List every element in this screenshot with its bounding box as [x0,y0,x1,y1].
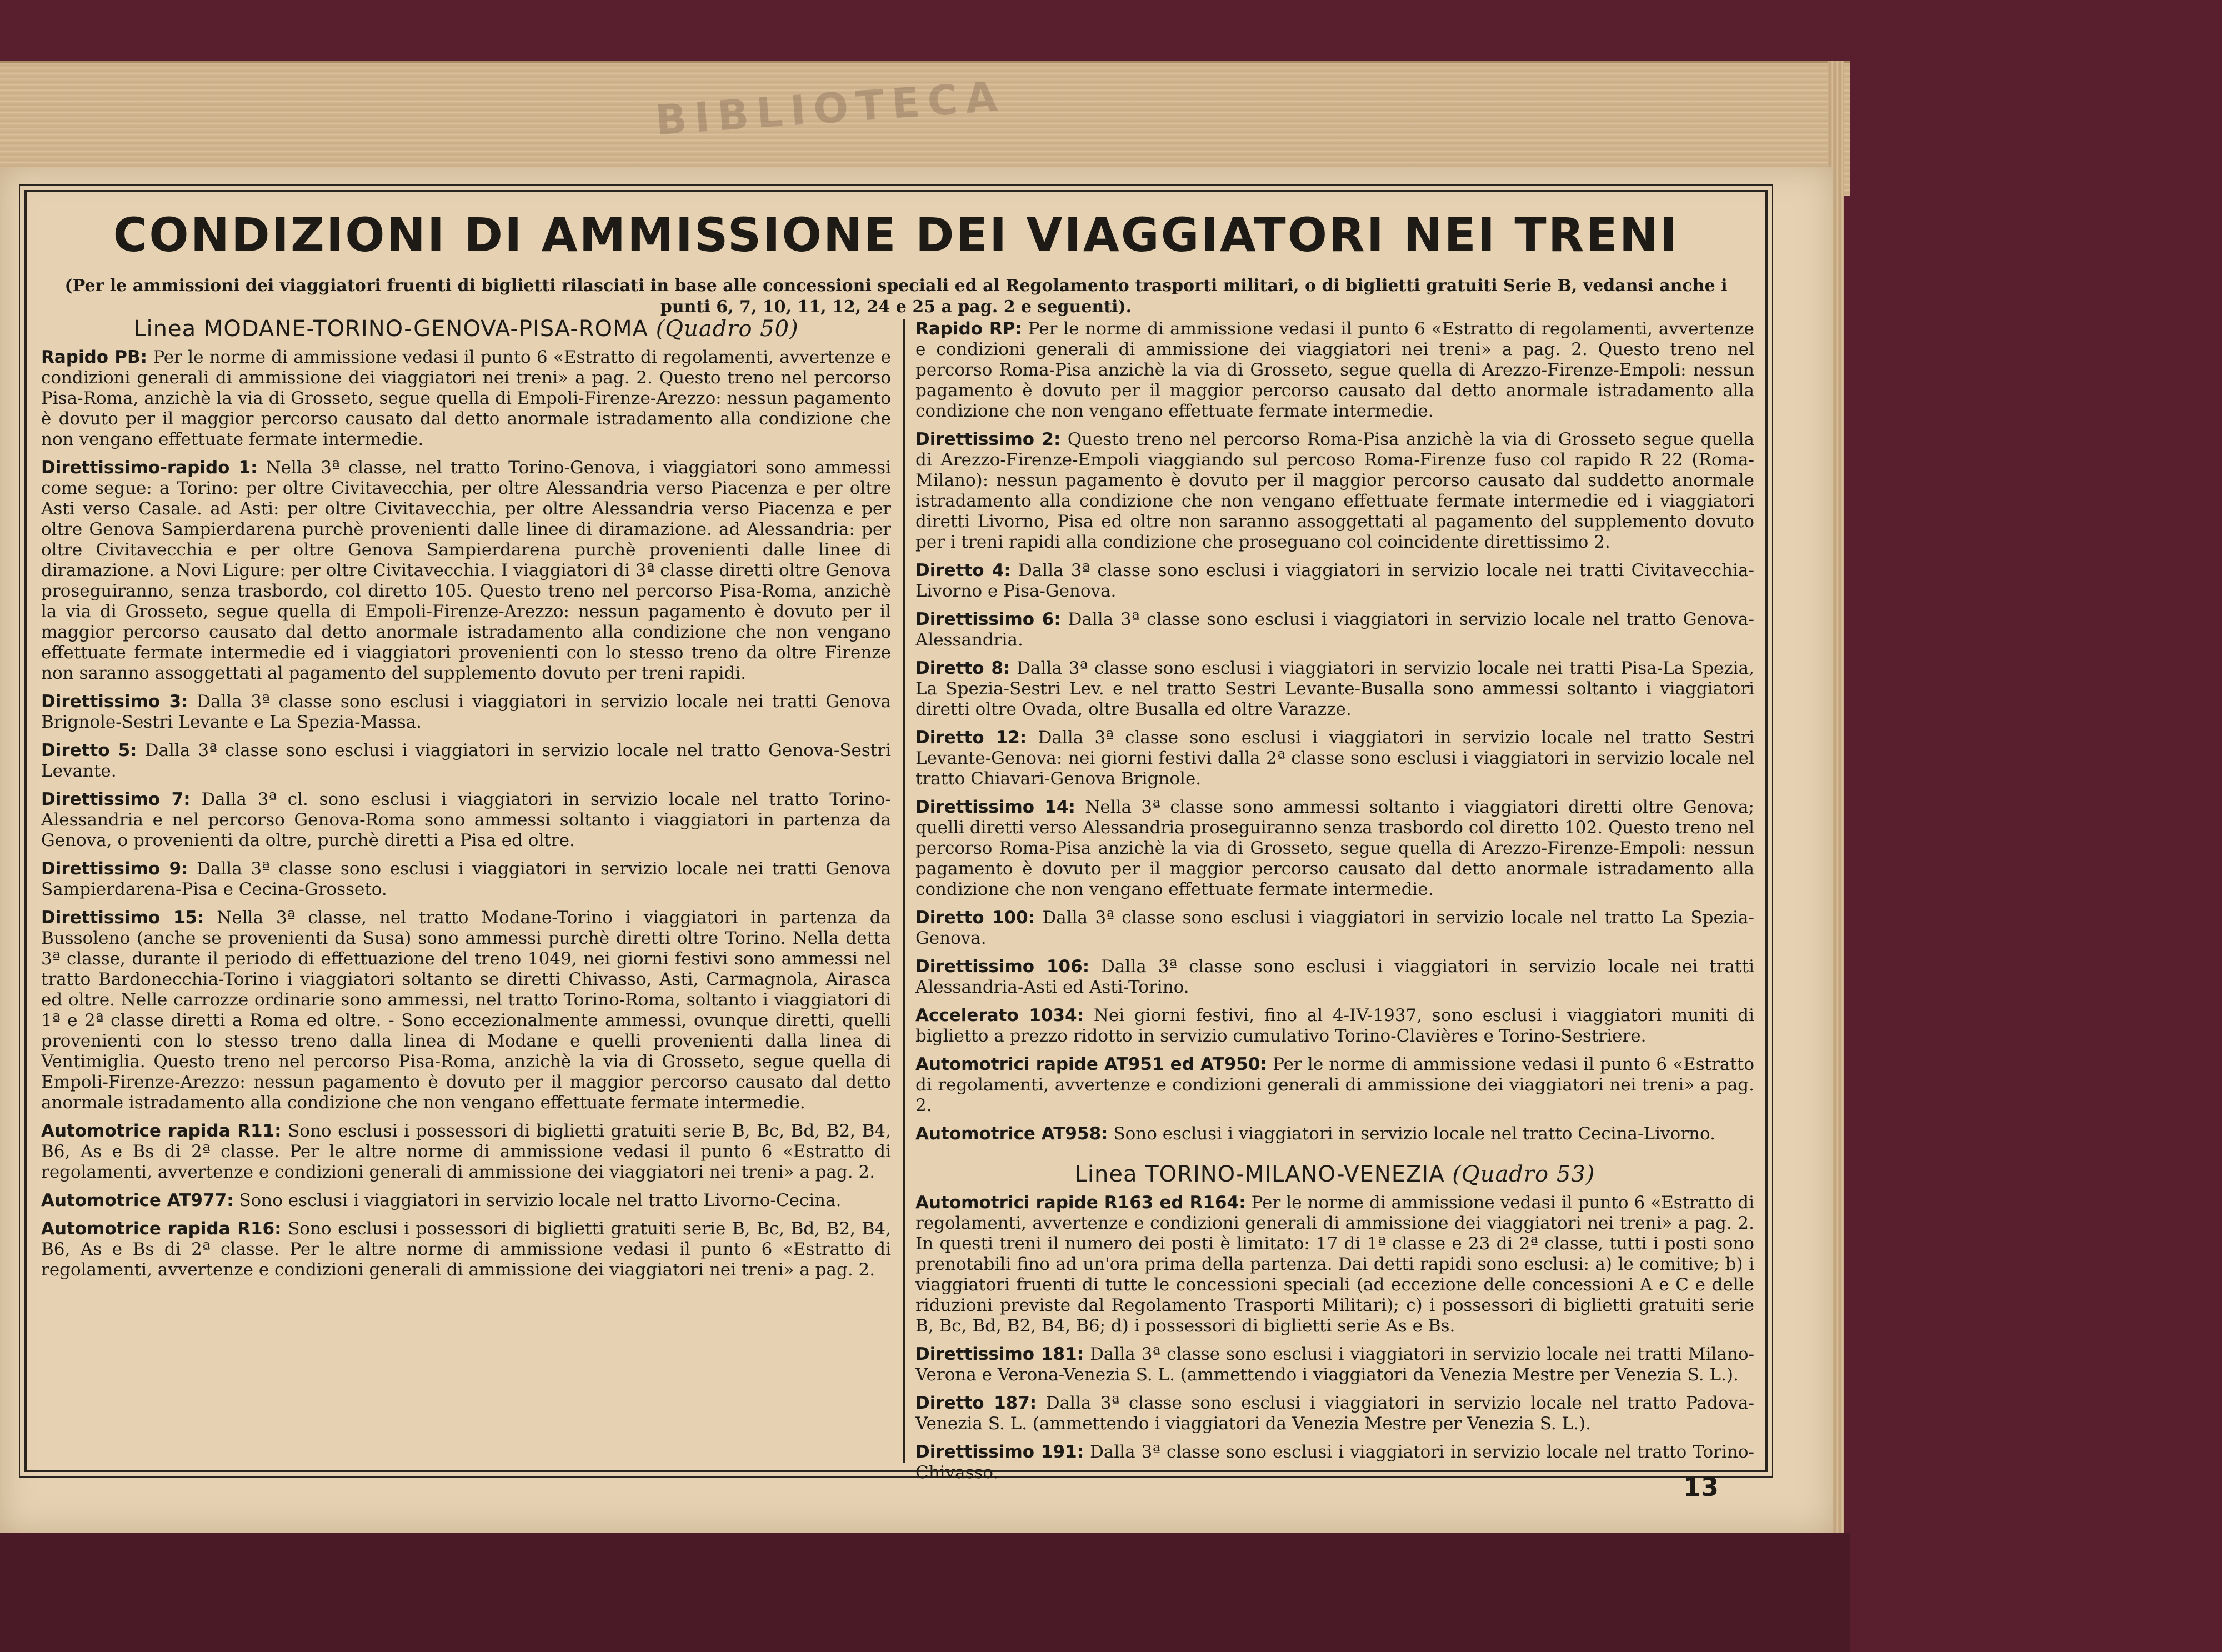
train-entry-text: Dalla 3ª classe sono esclusi i viaggiatori in servizio locale nel tratto Padova-Venezia S. L. (ammettendo i viaggiatori da Venezia Mestre per Venezia S. L.). [915,1393,1755,1434]
train-entry [41,692,891,733]
train-entry-text: Sono esclusi i viaggiatori in servizio locale nel tratto Livorno-Cecina. [239,1190,842,1210]
train-entry-head: Direttissimo 3: [41,692,188,712]
page-subtitle: (Per le ammissioni dei viaggiatori fruenti di biglietti rilasciati in base alle concessioni speciali ed al Regolamento trasporti militari, o di biglietti gratuiti Serie B, vedansi anche i punti 6, 7, 10, 11, 12, 24 e 25 a pag. 2 e seguenti). [64,276,1728,317]
train-entry-text: Dalla 3ª classe sono esclusi i viaggiatori in servizio locale nei tratti Milano-Verona e Verona-Venezia S. L. (ammettendo i viaggiatori da Venezia Mestre per Venezia S. L.). [915,1344,1755,1385]
train-entry-head: Direttissimo 14: [915,797,1075,817]
train-entry [915,658,1754,720]
train-entry [41,789,891,851]
train-entry [915,908,1754,949]
train-entry-text: Dalla 3ª classe sono esclusi i viaggiatori in servizio locale nei tratti Genova Sampierdarena-Pisa e Cecina-Grosseto. [41,859,892,899]
page-frame [24,190,1768,1483]
line-heading-label: Linea TORINO-MILANO-VENEZIA [1074,1162,1445,1187]
train-entry [915,1442,1754,1483]
line-heading-label: Linea MODANE-TORINO-GENOVA-PISA-ROMA [133,316,648,342]
train-entry [41,1121,891,1183]
train-entry-head: Direttissimo 181: [915,1344,1084,1364]
line-heading-modane-roma [41,316,891,342]
train-entry-text: Sono esclusi i viaggiatori in servizio locale nel tratto Cecina-Livorno. [1113,1124,1715,1144]
train-entry-head: Automotrici rapide AT951 ed AT950: [915,1054,1267,1074]
train-entry-text: Dalla 3ª cl. sono esclusi i viaggiatori in servizio locale nel tratto Torino-Alessandria e nel percorso Genova-Roma sono ammessi soltanto i viaggiatori in partenza da Genova, o provenienti da oltre, purchè diretti a Pisa ed oltre. [41,789,892,850]
train-entry [41,859,891,900]
train-entry [41,1190,891,1211]
train-entry-text: Sono esclusi i possessori di biglietti gratuiti serie B, Bc, Bd, B2, B4, B6, As e Bs di 2ª classe. Per le altre norme di ammissione vedasi il punto 6 «Estratto di regolamenti, avvertenze e condizioni generali di ammissione dei viaggiatori nei treni» a pag. 2. [41,1219,891,1280]
train-entry-text: Dalla 3ª classe sono esclusi i viaggiatori in servizio locale nel tratto Genova-Alessandria. [915,609,1755,650]
train-entry-text: Per le norme di ammissione vedasi il punto 6 «Estratto di regolamenti, avvertenze e condizioni generali di ammissione dei viaggiatori nei treni» a pag. 2. In questi treni il numero dei posti è limitato: 17 di 1ª classe e 23 di 2ª classe, tutti i posti sono prenotabili fino ad un'ora prima della partenza. Dai detti rapidi sono esclusi: a) le comitive; b) i viaggiatori fruenti di tutte le concessioni speciali (ad eccezione delle concessioni A e C e delle riduzioni previste dal Regolamento Trasporti Militari); c) i possessori di biglietti gratuiti serie B, Bc, Bd, B2, B4, B6; d) i possessori di biglietti serie As e Bs. [915,1193,1754,1336]
train-entry [915,1393,1754,1434]
train-entry-head: Diretto 4: [915,560,1011,580]
page-number: 13 [1683,1472,1719,1502]
train-entry [915,957,1754,998]
train-entry [915,797,1754,900]
train-entry [41,458,891,684]
column-divider [903,319,905,1463]
train-entry [41,347,891,450]
left-column [41,316,892,1288]
train-entry [915,1124,1754,1144]
train-entry [915,1005,1754,1047]
train-entry [915,319,1754,422]
train-entry-head: Diretto 8: [915,658,1010,678]
train-entry-head: Direttissimo 7: [41,789,191,809]
train-entry-text: Nei giorni festivi, fino al 4-IV-1937, sono esclusi i viaggiatori muniti di biglietto a prezzo ridotto in servizio cumulativo Torino-Clavières e Torino-Sestriere. [915,1005,1754,1046]
background-surface [0,1533,1850,1652]
train-entry [915,1344,1754,1385]
line-heading-quadro: (Quadro 50) [655,316,799,342]
train-entry [915,1193,1754,1336]
train-entry-text: Dalla 3ª classe sono esclusi i viaggiatori in servizio locale nei tratti Alessandria-Asti ed Asti-Torino. [915,957,1754,997]
line-heading-quadro: (Quadro 53) [1452,1162,1595,1187]
train-entry-head: Diretto 100: [915,908,1035,928]
train-entry-head: Diretto 5: [41,740,137,760]
train-entry-text: Dalla 3ª classe sono esclusi i viaggiatori in servizio locale nei tratti Pisa-La Spezia, La Spezia-Sestri Lev. e nel tratto Sestri Levante-Busalla sono ammessi soltanto i viaggiatori diretti oltre Ovada, oltre Busalla ed oltre Varazze. [915,658,1754,719]
right-column [915,319,1754,1491]
train-entry-text: Sono esclusi i possessori di biglietti gratuiti serie B, Bc, Bd, B2, B4, B6, As e Bs di 2ª classe. Per le altre norme di ammissione vedasi il punto 6 «Estratto di regolamenti, avvertenze e condizioni generali di ammissione dei viaggiatori nei treni» a pag. 2. [41,1121,891,1182]
train-entry-head: Automotrice rapida R11: [41,1121,282,1141]
train-entry-text: Dalla 3ª classe sono esclusi i viaggiatori in servizio locale nel tratto Sestri Levante-Genova: nei giorni festivi dalla 2ª classe sono esclusi i viaggiatori in servizio locale nel tratto Chiavari-Genova Brignole. [915,728,1754,789]
train-entry-text: Dalla 3ª classe sono esclusi i viaggiatori in servizio locale nei tratti Genova Brignole-Sestri Levante e La Spezia-Massa. [41,692,892,732]
train-entry [915,728,1754,789]
train-entry-text: Nella 3ª classe sono ammessi soltanto i viaggiatori diretti oltre Genova; quelli diretti verso Alessandria proseguiranno senza trasbordo col diretto 102. Questo treno nel percorso Roma-Pisa anzichè la via di Grosseto, segue quella di Arezzo-Firenze-Empoli: nessun pagamento è dovuto per il maggior percorso causato dal detto anormale istradamento alla condizione che non vengano effettuate fermate intermedie. [915,797,1754,899]
train-entry-head: Automotrice AT958: [915,1124,1108,1144]
timetable-page [0,167,1833,1533]
train-entry-head: Direttissimo 6: [915,609,1061,629]
train-entry-text: Per le norme di ammissione vedasi il punto 6 «Estratto di regolamenti, avvertenze e condizioni generali di ammissione dei viaggiatori nei treni» a pag. 2. Questo treno nel percorso Pisa-Roma, anzichè la via di Grosseto, segue quella di Empoli-Firenze-Arezzo: nessun pagamento è dovuto per il maggior percorso causato dal detto anormale istradamento alla condizione che non vengano effettuate fermate intermedie. [41,347,891,449]
train-entry-head: Automotrice AT977: [41,1190,234,1210]
train-entry-text: Nella 3ª classe, nel tratto Modane-Torino i viaggiatori in partenza da Bussoleno (anche se provenienti da Susa) sono ammessi purchè diretti oltre Torino. Nella detta 3ª classe, durante il periodo di effettuazione del treno 1049, nei giorni festivi sono ammessi nel tratto Bardonecchia-Torino i viaggiatori soltanto se diretti Chivasso, Asti, Carmagnola, Airasca ed oltre. Nelle carrozze ordinarie sono ammessi, nel tratto Torino-Roma, soltanto i viaggiatori di 1ª e 2ª classe diretti a Roma ed oltre. - Sono eccezionalmente ammessi, ovunque diretti, quelli provenienti con lo stesso treno dalla linea di Modane e quelli provenienti dalla linea di Ventimiglia. Questo treno nel percorso Pisa-Roma, anzichè la via di Grosseto, segue quella di Empoli-Firenze-Arezzo: nessun pagamento è dovuto per il maggior percorso causato dal detto anormale istradamento alla condizione che non vengano effettuate fermate intermedie. [41,908,891,1113]
train-entry [41,908,891,1113]
train-entry-head: Diretto 12: [915,728,1027,748]
train-entry-text: Dalla 3ª classe sono esclusi i viaggiatori in servizio locale nei tratti Civitavecchia-Livorno e Pisa-Genova. [915,560,1754,601]
train-entry-head: Direttissimo 2: [915,429,1061,449]
train-entry [41,740,891,782]
library-stamp: BIBLIOTECA [654,72,1007,145]
train-entry [915,429,1754,553]
train-entry [915,1054,1754,1116]
train-entry [915,609,1754,650]
train-entry-head: Automotrice rapida R16: [41,1219,282,1239]
train-entry-text: Dalla 3ª classe sono esclusi i viaggiatori in servizio locale nel tratto Genova-Sestri Levante. [41,740,892,781]
train-entry-head: Direttissimo 191: [915,1442,1084,1462]
train-entry-text: Per le norme di ammissione vedasi il punto 6 «Estratto di regolamenti, avvertenze e condizioni generali di ammissione dei viaggiatori nei treni» a pag. 2. [915,1054,1754,1115]
page-title: CONDIZIONI DI AMMISSIONE DEI VIAGGIATORI NEI TRENI [113,208,1679,262]
train-entry-head: Direttissimo 15: [41,908,204,928]
train-entry [41,1219,891,1280]
train-entry-head: Direttissimo 9: [41,859,188,879]
train-entry-text: Questo treno nel percorso Roma-Pisa anzichè la via di Grosseto segue quella di Arezzo-Firenze-Empoli viaggiando sul percoso Roma-Firenze fuso col rapido R 22 (Roma-Milano): nessun pagamento è dovuto per il maggior percorso causato dal suddetto anormale istradamento alla condizione che non vengano effettuate fermate intermedie ed i viaggiatori diretti Livorno, Pisa ed oltre non saranno assoggettati al pagamento del supplemento dovuto per i treni rapidi alla condizione che proseguano col coincidente direttissimo 2. [915,429,1754,552]
train-entry-text: Dalla 3ª classe sono esclusi i viaggiatori in servizio locale nel tratto La Spezia-Genova. [915,908,1754,948]
train-entry [915,560,1754,602]
train-entry-head: Direttissimo 106: [915,957,1090,977]
train-entry-head: Rapido PB: [41,347,148,367]
train-entry-head: Diretto 187: [915,1393,1037,1413]
train-entry-text: Per le norme di ammissione vedasi il punto 6 «Estratto di regolamenti, avvertenze e condizioni generali di ammissione dei viaggiatori nei treni» a pag. 2. Questo treno nel percorso Roma-Pisa anzichè la via di Grosseto, segue quella di Arezzo-Firenze-Empoli: nessun pagamento è dovuto per il maggior percorso causato dal detto anormale istradamento alla condizione che non vengano effettuate fermate intermedie. [915,319,1755,421]
train-entry-text: Dalla 3ª classe sono esclusi i viaggiatori in servizio locale nel tratto Torino-Chivasso. [915,1442,1754,1483]
train-entry-head: Accelerato 1034: [915,1005,1084,1025]
train-entry-text: Nella 3ª classe, nel tratto Torino-Genova, i viaggiatori sono ammessi come segue: a Torino: per oltre Civitavecchia, per oltre Alessandria verso Piacenza e per oltre Asti verso Casale. ad Asti: per oltre Civitavecchia, per oltre Alessandria verso Piacenza e per oltre Genova Sampierdarena purchè provenienti dalle linee di diramazione. ad Alessandria: per oltre Civitavecchia e per oltre Genova Sampierdarena purchè provenienti dalle linee di diramazione. a Novi Ligure: per oltre Civitavecchia. I viaggiatori di 3ª classe diretti oltre Genova proseguiranno, senza trasbordo, col diretto 105. Questo treno nel percorso Pisa-Roma, anzichè la via di Grosseto, segue quella di Empoli-Firenze-Arezzo: nessun pagamento è dovuto per il maggior percorso causato dal detto anormale istradamento alla condizione che non vengano effettuate fermate intermedie ed i viaggiatori provenienti con lo stesso treno da oltre Firenze non saranno assoggettati al pagamento del supplemento dovuto per treni rapidi. [41,458,892,683]
train-entry-head: Direttissimo-rapido 1: [41,458,258,478]
train-entry-head: Rapido RP: [915,319,1022,339]
line-heading-torino-venezia [915,1164,1754,1185]
train-entry-head: Automotrici rapide R163 ed R164: [915,1193,1246,1213]
